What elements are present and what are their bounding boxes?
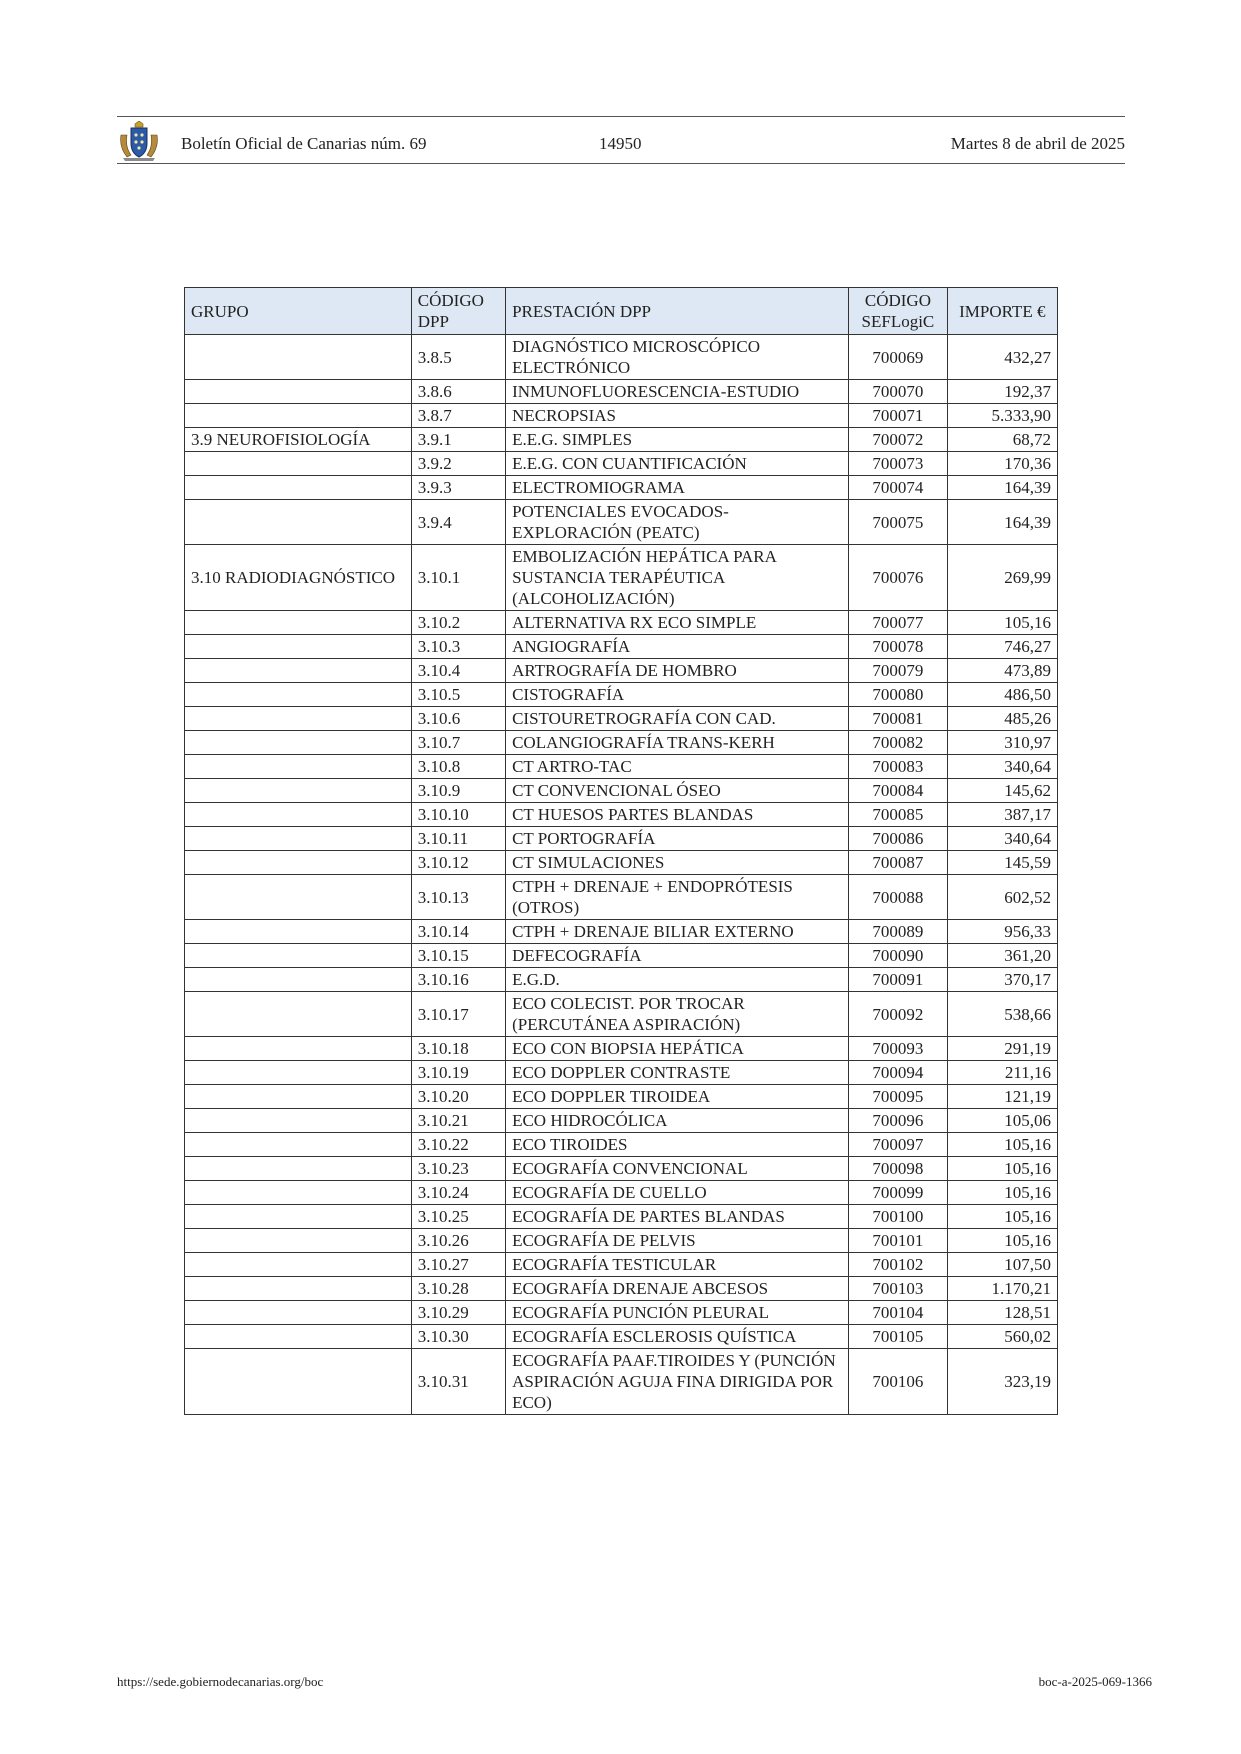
cell-codigo-seflogic: 700074 bbox=[849, 476, 947, 500]
cell-codigo-seflogic: 700092 bbox=[849, 992, 947, 1037]
cell-prestacion: CT CONVENCIONAL ÓSEO bbox=[506, 779, 849, 803]
cell-codigo-dpp: 3.8.7 bbox=[411, 404, 505, 428]
table-row bbox=[185, 1157, 1058, 1181]
cell-codigo-seflogic: 700076 bbox=[849, 545, 947, 611]
cell-grupo bbox=[185, 335, 412, 380]
cell-codigo-dpp: 3.10.21 bbox=[411, 1109, 505, 1133]
table-row bbox=[185, 992, 1058, 1037]
cell-prestacion: DIAGNÓSTICO MICROSCÓPICO ELECTRÓNICO bbox=[506, 335, 849, 380]
cell-grupo bbox=[185, 944, 412, 968]
cell-codigo-seflogic: 700077 bbox=[849, 611, 947, 635]
cell-prestacion: CT SIMULACIONES bbox=[506, 851, 849, 875]
cell-importe: 105,16 bbox=[947, 1229, 1057, 1253]
table-row bbox=[185, 851, 1058, 875]
cell-prestacion: EMBOLIZACIÓN HEPÁTICA PARA SUSTANCIA TERAPÉUTICA (ALCOHOLIZACIÓN) bbox=[506, 545, 849, 611]
cell-grupo: 3.9 NEUROFISIOLOGÍA bbox=[185, 428, 412, 452]
cell-codigo-dpp: 3.10.14 bbox=[411, 920, 505, 944]
cell-codigo-dpp: 3.10.10 bbox=[411, 803, 505, 827]
cell-codigo-seflogic: 700087 bbox=[849, 851, 947, 875]
table-row bbox=[185, 1109, 1058, 1133]
table-row bbox=[185, 611, 1058, 635]
cell-importe: 340,64 bbox=[947, 755, 1057, 779]
cell-codigo-seflogic: 700104 bbox=[849, 1301, 947, 1325]
cell-importe: 192,37 bbox=[947, 380, 1057, 404]
cell-grupo bbox=[185, 1061, 412, 1085]
publication-date: Martes 8 de abril de 2025 bbox=[950, 134, 1125, 153]
cell-grupo bbox=[185, 1181, 412, 1205]
cell-codigo-dpp: 3.9.2 bbox=[411, 452, 505, 476]
cell-codigo-seflogic: 700069 bbox=[849, 335, 947, 380]
cell-grupo bbox=[185, 755, 412, 779]
cell-codigo-dpp: 3.10.26 bbox=[411, 1229, 505, 1253]
cell-codigo-dpp: 3.9.3 bbox=[411, 476, 505, 500]
cell-prestacion: ECO COLECIST. POR TROCAR (PERCUTÁNEA ASPIRACIÓN) bbox=[506, 992, 849, 1037]
cell-prestacion: CISTOURETROGRAFÍA CON CAD. bbox=[506, 707, 849, 731]
cell-grupo bbox=[185, 452, 412, 476]
cell-prestacion: ECOGRAFÍA DE PARTES BLANDAS bbox=[506, 1205, 849, 1229]
cell-codigo-seflogic: 700085 bbox=[849, 803, 947, 827]
cell-grupo bbox=[185, 659, 412, 683]
cell-codigo-seflogic: 700097 bbox=[849, 1133, 947, 1157]
cell-prestacion: ECO DOPPLER CONTRASTE bbox=[506, 1061, 849, 1085]
cell-codigo-seflogic: 700084 bbox=[849, 779, 947, 803]
cell-grupo bbox=[185, 1277, 412, 1301]
cell-importe: 1.170,21 bbox=[947, 1277, 1057, 1301]
cell-grupo bbox=[185, 380, 412, 404]
cell-grupo bbox=[185, 611, 412, 635]
cell-prestacion: ECOGRAFÍA DRENAJE ABCESOS bbox=[506, 1277, 849, 1301]
cell-grupo bbox=[185, 1349, 412, 1415]
table-row bbox=[185, 500, 1058, 545]
cell-grupo bbox=[185, 707, 412, 731]
cell-grupo bbox=[185, 851, 412, 875]
cell-importe: 105,16 bbox=[947, 1181, 1057, 1205]
cell-importe: 486,50 bbox=[947, 683, 1057, 707]
cell-importe: 5.333,90 bbox=[947, 404, 1057, 428]
cell-codigo-seflogic: 700102 bbox=[849, 1253, 947, 1277]
cell-prestacion: ECOGRAFÍA CONVENCIONAL bbox=[506, 1157, 849, 1181]
table-row bbox=[185, 1229, 1058, 1253]
cell-codigo-dpp: 3.10.31 bbox=[411, 1349, 505, 1415]
table-row bbox=[185, 827, 1058, 851]
cell-grupo bbox=[185, 1157, 412, 1181]
cell-grupo bbox=[185, 1133, 412, 1157]
cell-prestacion: ECO CON BIOPSIA HEPÁTICA bbox=[506, 1037, 849, 1061]
cell-prestacion: DEFECOGRAFÍA bbox=[506, 944, 849, 968]
cell-importe: 269,99 bbox=[947, 545, 1057, 611]
cell-grupo bbox=[185, 1325, 412, 1349]
cell-prestacion: CTPH + DRENAJE + ENDOPRÓTESIS (OTROS) bbox=[506, 875, 849, 920]
table-row bbox=[185, 1037, 1058, 1061]
cell-codigo-seflogic: 700079 bbox=[849, 659, 947, 683]
cell-grupo bbox=[185, 992, 412, 1037]
table-row bbox=[185, 920, 1058, 944]
cell-importe: 746,27 bbox=[947, 635, 1057, 659]
table-row bbox=[185, 1181, 1058, 1205]
cell-importe: 68,72 bbox=[947, 428, 1057, 452]
cell-codigo-seflogic: 700086 bbox=[849, 827, 947, 851]
cell-codigo-seflogic: 700090 bbox=[849, 944, 947, 968]
table-row bbox=[185, 1133, 1058, 1157]
cell-codigo-dpp: 3.10.15 bbox=[411, 944, 505, 968]
cell-codigo-dpp: 3.10.22 bbox=[411, 1133, 505, 1157]
cell-prestacion: CTPH + DRENAJE BILIAR EXTERNO bbox=[506, 920, 849, 944]
cell-importe: 105,16 bbox=[947, 1205, 1057, 1229]
cell-importe: 164,39 bbox=[947, 500, 1057, 545]
canarias-coat-of-arms-icon bbox=[117, 121, 161, 161]
cell-grupo bbox=[185, 731, 412, 755]
cell-prestacion: NECROPSIAS bbox=[506, 404, 849, 428]
cell-prestacion: ECOGRAFÍA PUNCIÓN PLEURAL bbox=[506, 1301, 849, 1325]
cell-codigo-seflogic: 700083 bbox=[849, 755, 947, 779]
table-row bbox=[185, 452, 1058, 476]
cell-importe: 432,27 bbox=[947, 335, 1057, 380]
cell-grupo bbox=[185, 1085, 412, 1109]
cell-codigo-seflogic: 700070 bbox=[849, 380, 947, 404]
cell-importe: 323,19 bbox=[947, 1349, 1057, 1415]
cell-prestacion: ELECTROMIOGRAMA bbox=[506, 476, 849, 500]
cell-codigo-seflogic: 700100 bbox=[849, 1205, 947, 1229]
cell-importe: 121,19 bbox=[947, 1085, 1057, 1109]
cell-codigo-dpp: 3.10.8 bbox=[411, 755, 505, 779]
cell-codigo-seflogic: 700094 bbox=[849, 1061, 947, 1085]
cell-importe: 128,51 bbox=[947, 1301, 1057, 1325]
column-header-grupo: GRUPO bbox=[185, 288, 412, 335]
cell-prestacion: ECO TIROIDES bbox=[506, 1133, 849, 1157]
cell-codigo-dpp: 3.9.1 bbox=[411, 428, 505, 452]
cell-prestacion: INMUNOFLUORESCENCIA-ESTUDIO bbox=[506, 380, 849, 404]
footer-document-id: boc-a-2025-069-1366 bbox=[1038, 1674, 1152, 1689]
table-row bbox=[185, 380, 1058, 404]
cell-codigo-seflogic: 700091 bbox=[849, 968, 947, 992]
cell-codigo-dpp: 3.10.25 bbox=[411, 1205, 505, 1229]
cell-prestacion: CT PORTOGRAFÍA bbox=[506, 827, 849, 851]
cell-prestacion: ECOGRAFÍA DE PELVIS bbox=[506, 1229, 849, 1253]
column-header-prestacion: PRESTACIÓN DPP bbox=[506, 288, 849, 335]
column-header-codigo-seflogic: CÓDIGO SEFLogiC bbox=[849, 288, 947, 335]
table-row bbox=[185, 1061, 1058, 1085]
cell-importe: 105,06 bbox=[947, 1109, 1057, 1133]
cell-codigo-seflogic: 700078 bbox=[849, 635, 947, 659]
cell-codigo-dpp: 3.10.27 bbox=[411, 1253, 505, 1277]
cell-importe: 956,33 bbox=[947, 920, 1057, 944]
table-row bbox=[185, 635, 1058, 659]
cell-codigo-dpp: 3.8.5 bbox=[411, 335, 505, 380]
cell-prestacion: ECO DOPPLER TIROIDEA bbox=[506, 1085, 849, 1109]
cell-importe: 538,66 bbox=[947, 992, 1057, 1037]
column-header-codigo-dpp: CÓDIGO DPP bbox=[411, 288, 505, 335]
cell-codigo-dpp: 3.10.11 bbox=[411, 827, 505, 851]
cell-grupo bbox=[185, 1229, 412, 1253]
cell-codigo-dpp: 3.8.6 bbox=[411, 380, 505, 404]
cell-grupo bbox=[185, 875, 412, 920]
cell-grupo bbox=[185, 1109, 412, 1133]
table-row bbox=[185, 1277, 1058, 1301]
cell-prestacion: ALTERNATIVA RX ECO SIMPLE bbox=[506, 611, 849, 635]
cell-codigo-dpp: 3.10.3 bbox=[411, 635, 505, 659]
table-row bbox=[185, 875, 1058, 920]
cell-codigo-dpp: 3.10.24 bbox=[411, 1181, 505, 1205]
cell-prestacion: ECOGRAFÍA ESCLEROSIS QUÍSTICA bbox=[506, 1325, 849, 1349]
cell-codigo-seflogic: 700093 bbox=[849, 1037, 947, 1061]
cell-grupo bbox=[185, 803, 412, 827]
cell-codigo-dpp: 3.10.7 bbox=[411, 731, 505, 755]
cell-codigo-seflogic: 700106 bbox=[849, 1349, 947, 1415]
cell-grupo bbox=[185, 1037, 412, 1061]
footer-url: https://sede.gobiernodecanarias.org/boc bbox=[117, 1674, 324, 1689]
cell-codigo-seflogic: 700075 bbox=[849, 500, 947, 545]
cell-importe: 361,20 bbox=[947, 944, 1057, 968]
table-row bbox=[185, 545, 1058, 611]
cell-codigo-dpp: 3.10.30 bbox=[411, 1325, 505, 1349]
cell-codigo-seflogic: 700099 bbox=[849, 1181, 947, 1205]
cell-codigo-dpp: 3.10.23 bbox=[411, 1157, 505, 1181]
column-header-importe: IMPORTE € bbox=[947, 288, 1057, 335]
table-row bbox=[185, 779, 1058, 803]
cell-codigo-dpp: 3.10.12 bbox=[411, 851, 505, 875]
cell-importe: 164,39 bbox=[947, 476, 1057, 500]
cell-importe: 310,97 bbox=[947, 731, 1057, 755]
cell-codigo-dpp: 3.10.16 bbox=[411, 968, 505, 992]
table-row bbox=[185, 1301, 1058, 1325]
cell-codigo-seflogic: 700081 bbox=[849, 707, 947, 731]
cell-prestacion: E.G.D. bbox=[506, 968, 849, 992]
cell-grupo bbox=[185, 500, 412, 545]
cell-importe: 145,59 bbox=[947, 851, 1057, 875]
cell-importe: 291,19 bbox=[947, 1037, 1057, 1061]
cell-importe: 340,64 bbox=[947, 827, 1057, 851]
bulletin-title: Boletín Oficial de Canarias núm. 69 bbox=[181, 134, 427, 153]
cell-prestacion: CISTOGRAFÍA bbox=[506, 683, 849, 707]
table-row bbox=[185, 1253, 1058, 1277]
cell-grupo bbox=[185, 476, 412, 500]
cell-prestacion: ECOGRAFÍA DE CUELLO bbox=[506, 1181, 849, 1205]
cell-codigo-dpp: 3.10.28 bbox=[411, 1277, 505, 1301]
table-row bbox=[185, 731, 1058, 755]
cell-importe: 560,02 bbox=[947, 1325, 1057, 1349]
cell-importe: 485,26 bbox=[947, 707, 1057, 731]
table-row bbox=[185, 428, 1058, 452]
cell-codigo-seflogic: 700072 bbox=[849, 428, 947, 452]
cell-codigo-seflogic: 700071 bbox=[849, 404, 947, 428]
cell-codigo-dpp: 3.10.20 bbox=[411, 1085, 505, 1109]
cell-prestacion: COLANGIOGRAFÍA TRANS-KERH bbox=[506, 731, 849, 755]
cell-prestacion: ECOGRAFÍA TESTICULAR bbox=[506, 1253, 849, 1277]
cell-importe: 473,89 bbox=[947, 659, 1057, 683]
cell-codigo-seflogic: 700101 bbox=[849, 1229, 947, 1253]
cell-prestacion: ARTROGRAFÍA DE HOMBRO bbox=[506, 659, 849, 683]
cell-codigo-seflogic: 700073 bbox=[849, 452, 947, 476]
table-row bbox=[185, 683, 1058, 707]
cell-codigo-dpp: 3.10.2 bbox=[411, 611, 505, 635]
cell-importe: 105,16 bbox=[947, 611, 1057, 635]
cell-codigo-dpp: 3.10.1 bbox=[411, 545, 505, 611]
cell-codigo-seflogic: 700089 bbox=[849, 920, 947, 944]
cell-grupo: 3.10 RADIODIAGNÓSTICO bbox=[185, 545, 412, 611]
cell-importe: 105,16 bbox=[947, 1133, 1057, 1157]
table-row bbox=[185, 1085, 1058, 1109]
cell-grupo bbox=[185, 1205, 412, 1229]
page-number: 14950 bbox=[599, 134, 642, 153]
cell-codigo-dpp: 3.10.18 bbox=[411, 1037, 505, 1061]
cell-codigo-dpp: 3.10.4 bbox=[411, 659, 505, 683]
cell-codigo-seflogic: 700082 bbox=[849, 731, 947, 755]
cell-grupo bbox=[185, 920, 412, 944]
cell-importe: 105,16 bbox=[947, 1157, 1057, 1181]
table-header-row bbox=[185, 288, 1058, 335]
cell-codigo-dpp: 3.10.19 bbox=[411, 1061, 505, 1085]
table-row bbox=[185, 803, 1058, 827]
cell-codigo-seflogic: 700098 bbox=[849, 1157, 947, 1181]
cell-importe: 145,62 bbox=[947, 779, 1057, 803]
cell-grupo bbox=[185, 827, 412, 851]
cell-grupo bbox=[185, 404, 412, 428]
table-row bbox=[185, 659, 1058, 683]
cell-codigo-dpp: 3.10.6 bbox=[411, 707, 505, 731]
prestaciones-table bbox=[184, 287, 1058, 1415]
table-row bbox=[185, 476, 1058, 500]
cell-codigo-dpp: 3.10.9 bbox=[411, 779, 505, 803]
table-row bbox=[185, 968, 1058, 992]
cell-importe: 107,50 bbox=[947, 1253, 1057, 1277]
cell-codigo-seflogic: 700105 bbox=[849, 1325, 947, 1349]
cell-grupo bbox=[185, 1301, 412, 1325]
table-row bbox=[185, 944, 1058, 968]
cell-codigo-seflogic: 700080 bbox=[849, 683, 947, 707]
page-header bbox=[117, 116, 1125, 164]
cell-grupo bbox=[185, 635, 412, 659]
table-row bbox=[185, 335, 1058, 380]
cell-prestacion: ECOGRAFÍA PAAF.TIROIDES Y (PUNCIÓN ASPIRACIÓN AGUJA FINA DIRIGIDA POR ECO) bbox=[506, 1349, 849, 1415]
table-row bbox=[185, 1325, 1058, 1349]
cell-codigo-dpp: 3.10.5 bbox=[411, 683, 505, 707]
table-row bbox=[185, 755, 1058, 779]
table-row bbox=[185, 707, 1058, 731]
table-row bbox=[185, 1349, 1058, 1415]
cell-codigo-seflogic: 700088 bbox=[849, 875, 947, 920]
cell-grupo bbox=[185, 779, 412, 803]
cell-prestacion: POTENCIALES EVOCADOS-EXPLORACIÓN (PEATC) bbox=[506, 500, 849, 545]
cell-prestacion: CT ARTRO-TAC bbox=[506, 755, 849, 779]
cell-codigo-seflogic: 700103 bbox=[849, 1277, 947, 1301]
cell-codigo-dpp: 3.10.17 bbox=[411, 992, 505, 1037]
cell-codigo-dpp: 3.10.13 bbox=[411, 875, 505, 920]
cell-importe: 602,52 bbox=[947, 875, 1057, 920]
cell-prestacion: ECO HIDROCÓLICA bbox=[506, 1109, 849, 1133]
cell-grupo bbox=[185, 968, 412, 992]
cell-importe: 170,36 bbox=[947, 452, 1057, 476]
cell-importe: 211,16 bbox=[947, 1061, 1057, 1085]
cell-importe: 370,17 bbox=[947, 968, 1057, 992]
cell-codigo-dpp: 3.10.29 bbox=[411, 1301, 505, 1325]
table-row bbox=[185, 1205, 1058, 1229]
cell-prestacion: CT HUESOS PARTES BLANDAS bbox=[506, 803, 849, 827]
cell-prestacion: E.E.G. SIMPLES bbox=[506, 428, 849, 452]
cell-grupo bbox=[185, 1253, 412, 1277]
cell-prestacion: ANGIOGRAFÍA bbox=[506, 635, 849, 659]
cell-codigo-seflogic: 700096 bbox=[849, 1109, 947, 1133]
cell-codigo-seflogic: 700095 bbox=[849, 1085, 947, 1109]
table-row bbox=[185, 404, 1058, 428]
cell-prestacion: E.E.G. CON CUANTIFICACIÓN bbox=[506, 452, 849, 476]
cell-grupo bbox=[185, 683, 412, 707]
cell-codigo-dpp: 3.9.4 bbox=[411, 500, 505, 545]
cell-importe: 387,17 bbox=[947, 803, 1057, 827]
